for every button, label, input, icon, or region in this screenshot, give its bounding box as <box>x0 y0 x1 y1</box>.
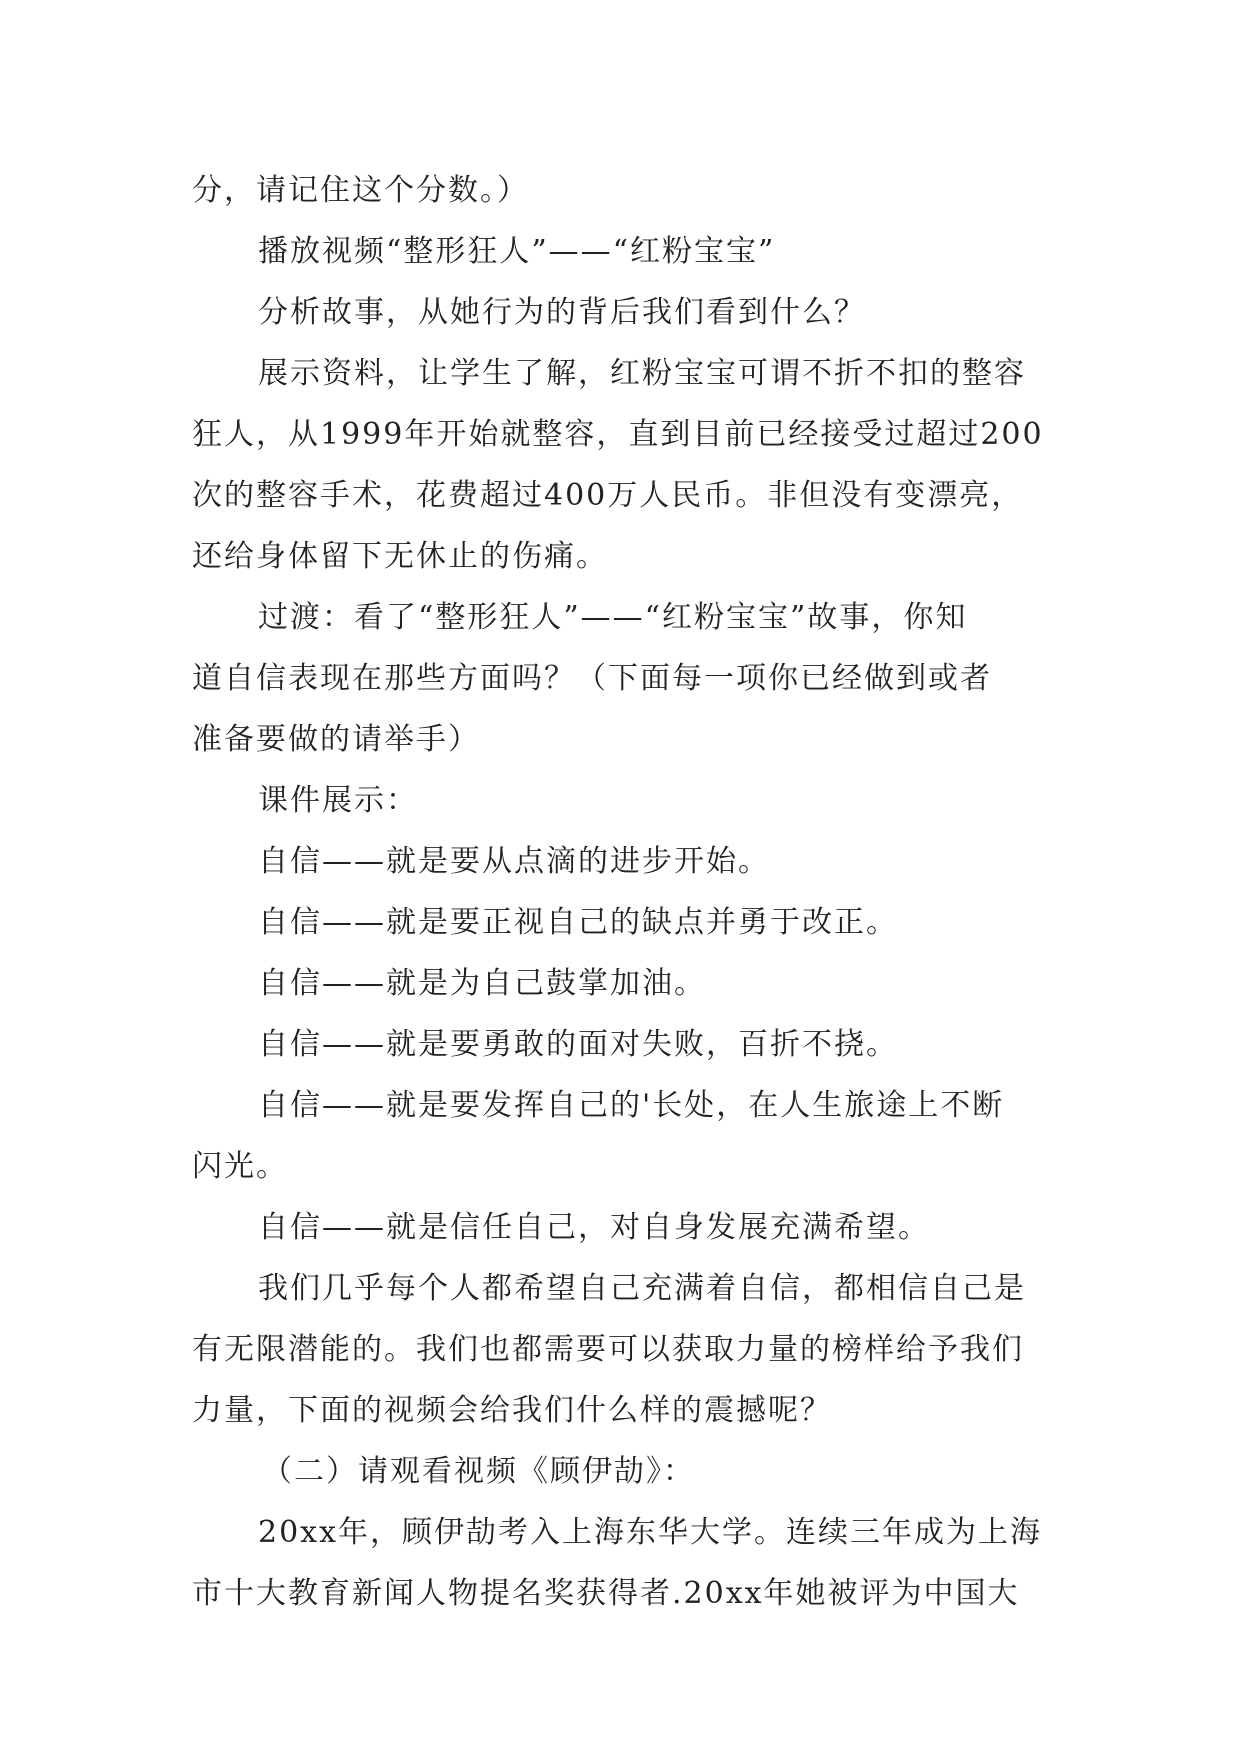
text-line-1: 分，请记住这个分数。） <box>192 173 529 208</box>
text-line-19: 我们几乎每个人都希望自己充满着自信，都相信自己是 <box>258 1271 1026 1306</box>
document-page <box>192 160 1050 1624</box>
text-line-4: 展示资料，让学生了解，红粉宝宝可谓不折不扣的整容 <box>258 356 1026 391</box>
text-line-23: 20xx年，顾伊劼考入上海东华大学。连续三年成为上海 <box>258 1515 1043 1550</box>
text-line-14: 自信——就是为自己鼓掌加油。 <box>258 966 706 1001</box>
text-line-22: （二）请观看视频《顾伊劼》： <box>262 1454 695 1489</box>
text-line-24: 市十大教育新闻人物提名奖获得者.20xx年她被评为中国大 <box>192 1576 1020 1611</box>
text-line-2: 播放视频“整形狂人”——“红粉宝宝” <box>258 234 776 269</box>
text-line-11: 课件展示： <box>258 783 418 818</box>
text-line-20: 有无限潜能的。我们也都需要可以获取力量的榜样给予我们 <box>192 1332 1024 1367</box>
text-line-15: 自信——就是要勇敢的面对失败，百折不挠。 <box>258 1027 898 1062</box>
text-line-3: 分析故事，从她行为的背后我们看到什么？ <box>258 295 866 330</box>
text-line-13: 自信——就是要正视自己的缺点并勇于改正。 <box>258 905 898 940</box>
text-line-6: 次的整容手术，花费超过400万人民币。非但没有变漂亮， <box>192 478 1024 513</box>
text-line-18: 自信——就是信任自己，对自身发展充满希望。 <box>258 1210 930 1245</box>
text-line-7: 还给身体留下无休止的伤痛。 <box>192 539 608 574</box>
text-line-17: 闪光。 <box>192 1149 288 1184</box>
text-line-9: 道自信表现在那些方面吗？（下面每一项你已经做到或者 <box>192 661 992 696</box>
text-line-5: 狂人，从1999年开始就整容，直到目前已经接受过超过200 <box>192 417 1044 452</box>
text-line-8: 过渡：看了“整形狂人”——“红粉宝宝”故事，你知 <box>258 600 968 635</box>
text-line-16: 自信——就是要发挥自己的'长处，在人生旅途上不断 <box>258 1088 1005 1123</box>
text-line-10: 准备要做的请举手） <box>192 722 480 757</box>
text-line-21: 力量，下面的视频会给我们什么样的震撼呢？ <box>192 1393 832 1428</box>
text-line-12: 自信——就是要从点滴的进步开始。 <box>258 844 770 879</box>
